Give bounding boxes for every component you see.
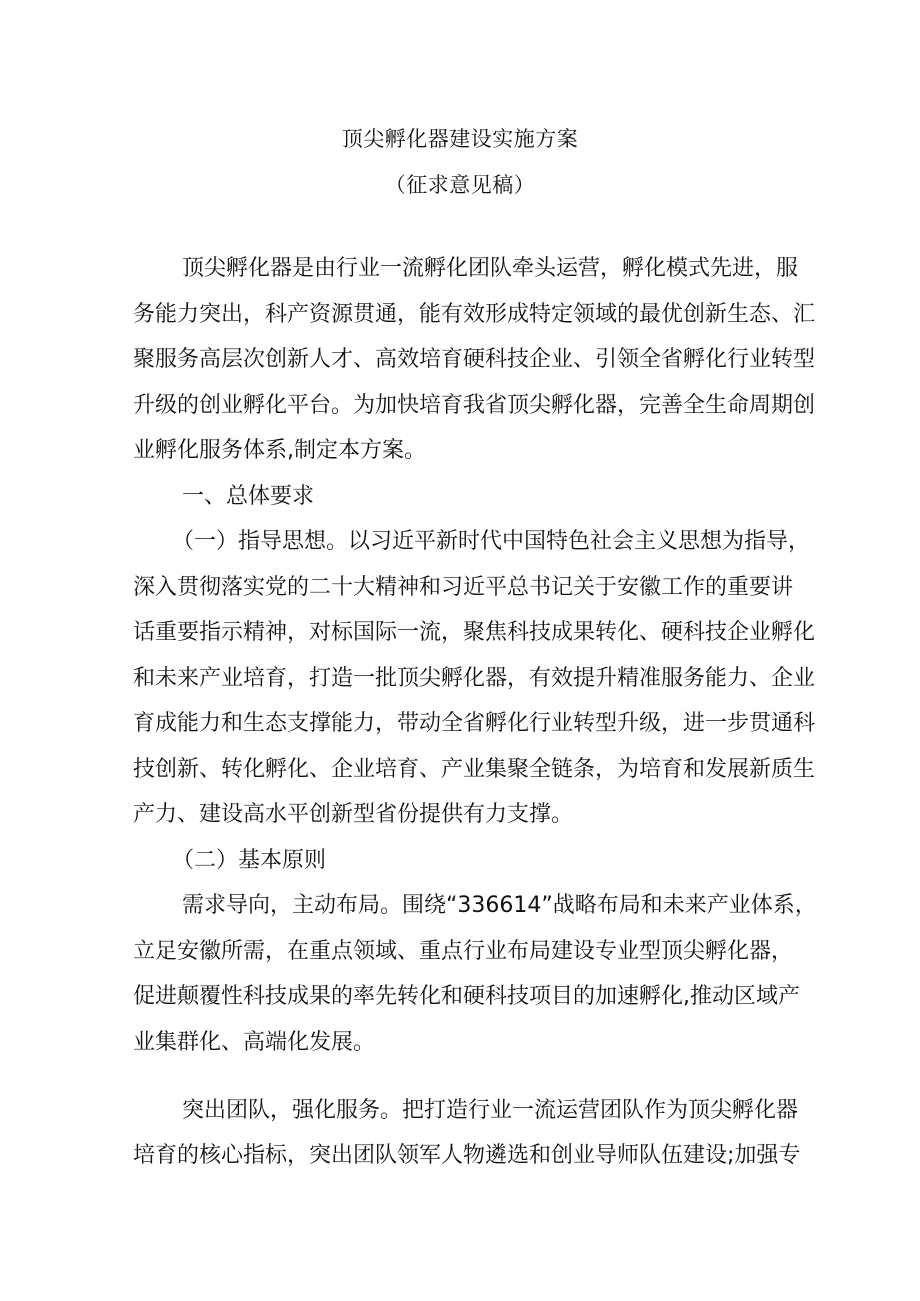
- body-line: 和未来产业培育，打造一批顶尖孵化器，有效提升精准服务能力、企业: [133, 666, 816, 691]
- body-line: 技创新、转化孵化、企业培育、产业集聚全链条，为培育和发展新质生: [133, 757, 816, 782]
- body-line: 顶尖孵化器是由行业一流孵化团队牵头运营，孵化模式先进，服: [182, 256, 799, 281]
- body-line: 深入贯彻落实党的二十大精神和习近平总书记关于安徽工作的重要讲: [133, 575, 794, 600]
- body-line: 话重要指示精神，对标国际一流，聚焦科技成果转化、硬科技企业孵化: [133, 620, 816, 645]
- body-line: 聚服务高层次创新人才、高效培育硬科技企业、引领全省孵化行业转型: [133, 347, 816, 372]
- body-line: （一）指导思想。以习近平新时代中国特色社会主义思想为指导，: [172, 529, 811, 554]
- body-line: 务能力突出，科产资源贯通，能有效形成特定领域的最优创新生态、汇: [133, 302, 816, 327]
- body-line: 育成能力和生态支撑能力，带动全省孵化行业转型升级，进一步贯通科: [133, 711, 816, 736]
- body-line: 需求导向，主动布局。围绕“336614”战略布局和未来产业体系，: [182, 893, 817, 918]
- body-line: 业孵化服务体系,制定本方案。: [133, 438, 426, 463]
- body-line: 升级的创业孵化平台。为加快培育我省顶尖孵化器，完善全生命周期创: [133, 393, 816, 418]
- section-heading: 一、总体要求: [182, 484, 315, 509]
- body-line: 业集群化、高端化发展。: [133, 1030, 376, 1055]
- subsection-heading: （二）基本原则: [172, 848, 327, 873]
- document-subtitle: （征求意见稿）: [384, 173, 536, 197]
- body-line: 产力、建设高水平创新型省份提供有力支撑。: [133, 802, 574, 827]
- body-line: 培育的核心指标，突出团队领军人物遴选和创业导师队伍建设;加强专: [133, 1143, 801, 1168]
- body-line: 立足安徽所需，在重点领域、重点行业布局建设专业型顶尖孵化器，: [133, 939, 794, 964]
- body-line: 突出团队，强化服务。把打造行业一流运营团队作为顶尖孵化器: [182, 1098, 799, 1123]
- body-line: 促进颠覆性科技成果的率先转化和硬科技项目的加速孵化,推动区域产: [133, 984, 800, 1009]
- document-title: 顶尖孵化器建设实施方案: [341, 127, 579, 151]
